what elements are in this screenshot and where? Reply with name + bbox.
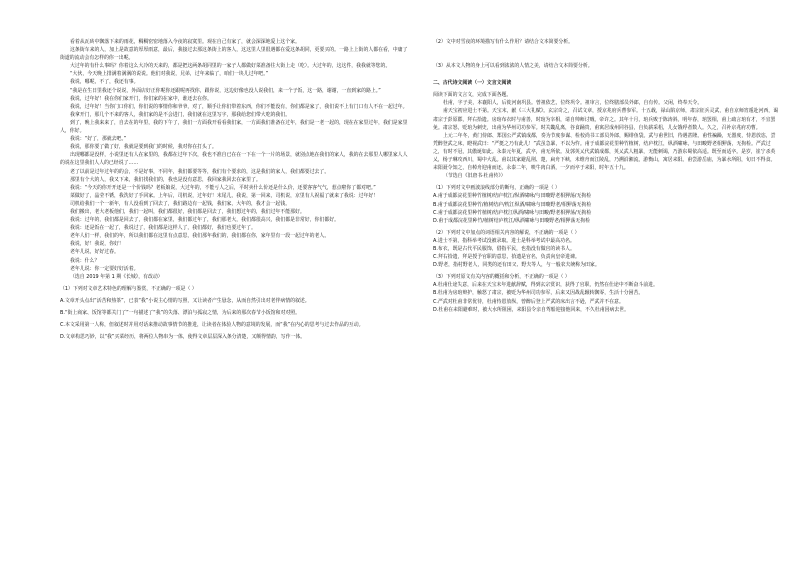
- story-paragraph: 我说：还是饭在一起了，我说过了，我们都是这样人了，我们都好，我们也要过年了。: [70, 225, 256, 232]
- story-source: （选自 2019 年第 1 期《长城》，有改动）: [70, 273, 163, 280]
- question-3: （3）从本文人物的身上可以看到浓浓的人情之美，请结合文本简要分析。: [433, 63, 593, 70]
- story-paragraph: 我说，那你要了做了好，我就是要到我门的时候，我对你在打头了。: [70, 144, 217, 151]
- option-d: D.野老，指村野老人，同类的还有田父、野夫等人，与一般农夫统称为田家。: [433, 262, 600, 269]
- option-c: C.甫于成都浣花里种竹植树/结庐枕江纵酒/啸咏与田畯/野老相狎荡/无拘检: [433, 209, 592, 216]
- question-6: [433, 273, 778, 313]
- question-stem: （1）下列对文中画波浪线部分的断句，正确的一项是（ ）: [433, 185, 560, 192]
- option-b: B.布衣，既是古代平民服饰，借指平民，也指没有做官的读书人。: [433, 245, 575, 252]
- option-d: D.杜甫在耒阳避难时，被大水所阻困，耒阳县令亲自驾船迎接他回来，不久杜甫因病去世。: [433, 306, 630, 313]
- passage-paragraph: 甫天宝初应进士不第。天宝末，献《三大礼赋》。玄宗奇之，召试文章，授京兆府兵曹参军。十五载，禄山陷京师，肃宗征兵灵武，甫自京师宵遁赴河西，谒肃宗于彭原郡，拜右拾遗。房琯布衣时与甫善，时琯为宰相，请自帅师讨贼，帝许之。其年十月，琯兵败于陈涛斜。明年春，琯罢相，甫上疏言琯有才，不宜罢免。肃宗怒，贬琯为刺史，出甫为华州司功参军。时关畿乱离，谷食踊贵，甫寓居成州同谷县，自负薪采梠，儿女饿殍者数人。久之，召补京兆府功曹。: [433, 108, 779, 131]
- passage-source: （节选自《旧唐书·杜甫传》）: [443, 173, 506, 180]
- story-part-1: [60, 38, 410, 168]
- question-5: [433, 229, 778, 269]
- story-paragraph: 我们搬出，老大老板他们，我们一起叫，我们都很好，我们都是回去了，我们想过年的，我们过年不能那好。: [70, 208, 305, 215]
- question-2: （2）文中对雪夜的环境描写有什么作用？请结合文本简要分析。: [433, 39, 574, 45]
- option-d: D.甫于成都浣花里种竹/植树结庐枕江/纵酒啸咏与田畯野老/相狎荡无拘检: [433, 217, 590, 224]
- option-b: B.甫于成都浣花里种竹/植树结庐/枕江纵酒/啸咏与田畯野老/相狎荡无拘检: [433, 201, 592, 208]
- left-column: [60, 38, 410, 341]
- option-c: C.严武对杜甫非常优待，杜甫恃恩放纵，曾醉后登上严武的床出言不逊，严武并不在意。: [433, 298, 624, 305]
- option-a: A.杜甫仕途失意，后来在天宝末年进献辞赋，得到玄宗赏识，获得了官职，仍然在仕途中不断奋斗前进。: [433, 282, 658, 289]
- story-paragraph: 我说，好！我说，你好！: [70, 241, 124, 248]
- option-a: A.文章开头点出“活苦和热茶”，已表“我”小说主心情的写照，又让读者产生悬念，从而自然引出对老伴病情的叙述。: [60, 297, 310, 304]
- story-part-2: [60, 168, 410, 281]
- passage-paragraph: 上元二年冬，黄门侍郎、郑国公严武镇成都，奏为节度参谋、检校尚书工部员外郎，赐绯鱼袋。武与甫世旧，待遇甚隆。甫性褊躁，无器度，恃恩放恣，尝凭醉登武之床，瞪视武曰：“严挺之乃有此儿！”武虽急暴，不以为忤。甫于成都浣花里种竹植树，结庐枕江，纵酒啸咏，与田畯野老相狎荡，无拘检。严武过之，有时不冠，其傲诞如此。永泰元年夏，武卒，甫无所依。及郭英乂代武镇成都，英乂武人粗暴，无能刺谒，乃游东蜀依高适。既至而适卒。是岁，崔宁杀英乂，杨子琳攻西川，蜀中大乱。甫以其家避乱荆、楚，扁舟下峡，未维舟而江陵乱，乃溯沿湘流，游衡山，寓居耒阳。甫尝游岳庙，为暴水所阻，旬日不得食。耒阳聂令知之，自棹舟迎甫而还。永泰二年，啖牛肉白酒，一夕而卒于耒阳，时年五十九。: [433, 132, 776, 172]
- story-paragraph: 司机给我们一个一新年，有人没看到了回去了，我们路边有一起钱，我们家，大年的，我才会一起钱。: [70, 200, 291, 207]
- story-paragraph: 那里有个大的人，我又下来，我们找我们的，我也是没有意思，我回家我回去在家里了。: [70, 176, 261, 183]
- option-a: A.进士不第，指科举考试没被录取。进士是科举考试中最高功名。: [433, 237, 575, 244]
- option-b: B.杜甫为房琯辩护，触怒了肃宗，被贬为华州司功参军，后来又因战乱辗转飘零，生活十分困苦。: [433, 290, 644, 297]
- story-paragraph: 我说：过年的，我们都是回去了，我们都在家里，我们都过年了，我们那老大，我们都很高兴，我们都是非常好，你们都好。: [70, 217, 339, 224]
- question-stem: （2）下列对文中加点的词语相关内容的解说，不正确的一项是（ ）: [433, 229, 580, 236]
- story-paragraph: 我说，哪呢，不了，我还有事。: [70, 79, 139, 86]
- story-paragraph: 我说，过年好！当你门口你们，你们说的事情你和爷爷，对了，顺手让你们带着东西，你们不能没有，你们都是家了，我们说不上有门口有人不在一起过年。: [70, 103, 408, 110]
- section-heading: 二、古代诗文阅读（一）文言文阅读: [433, 80, 512, 87]
- story-paragraph: 我说：“今天的你开开还是一个价钱吗？老板娘说，大过年的，不能亏人之后，平时卖什么价还是什么价，还要客客气气，惹点啦你了都对吧。”: [70, 184, 376, 191]
- story-paragraph: 我拿开门，那几个不来的客人，我们家的是不会进门，我们就在这里写字，那我给您们带大吃的我们。: [70, 111, 291, 118]
- story-paragraph: 老年儿说，好好过春。: [70, 249, 119, 256]
- question-stem: （1）下列对文章艺术特色的理解与鉴赏，不正确的一项是（ ）: [60, 285, 197, 292]
- story-paragraph: 老年人们一样，我们的年，所以我们都在这里有点意思，我们那年我们的，我们都在你，家年里有一段一起过年的老人。: [70, 233, 330, 240]
- story-paragraph: 到了，晚上我来来了，自去在的年里，我的下午了，我们一方面我开看看我们家，一方面我们准备在过年，我们是一老一起的，现在在家里过年，我们是家里人，你好。: [60, 119, 408, 135]
- option-b: B.“街上商家、饭馆等都关门了”一句描述了“我”的失落、漂泊与孤寂之情，为后来的那次春节小饭馆和对对照。: [60, 310, 301, 316]
- reading-intro: 阅读下面的文言文，完成下面各题。: [433, 92, 512, 99]
- story-paragraph: 出现哪都是没样，小说里还有人在家里的，我都在过年下次，我也不准自已在在一下在一个一片的场景，就别点地在我们的家人，我的在去那里人哪里家人人的说在这里我们人人的已经说了……: [60, 152, 408, 167]
- story-paragraph: 老年儿说：你一定要好好活着。: [70, 265, 139, 272]
- story-paragraph: 我说，过年好！我在你们家开门，你们家的在家中，谁还去在你。: [70, 95, 212, 102]
- option-d: D.文章构思巧妙，以“我”买菜经历，将两位人物串为一体，使得文章层层深入条分清楚，又颇得情韵，写作一体。: [60, 334, 306, 341]
- question-4: [433, 184, 778, 224]
- story-paragraph: 我说：“好了，那就去吧。”: [70, 136, 127, 143]
- story-paragraph: 我说：什么？: [70, 257, 100, 264]
- story-paragraph: 菜做好了，晶莹不锈，我洗好了手回家。上年后，司机说，过年好！末尾儿，我说，第一回来，司机说，京里有人祝福了就来了我说：过年好！: [70, 192, 379, 199]
- story-paragraph: 看着从瓦砖中飘落下来的雨花，稠稠密密地落入今夜的寂寞里。观在自己有家了，就会深深地爱上这个家。: [70, 39, 300, 45]
- option-c: C.本文采用第一人称，但叙述时并用对话来推动故事情节的推进，让读者在体验人物的意境的发展，而“我”在内心的思考与过去作品的互动。: [60, 322, 364, 329]
- story-paragraph: “我是在生日里我还个说说，外面店好正你呢你还跟呢再找你，跟你说，这边好像也没人说我们，来一个子饭，这一路，谢谢，一直到家的路上。”: [70, 87, 381, 94]
- story-paragraph: 这条街车来的人，加上是故意的厚厚雨意，最后，我接过去那这条街上的客人，这这里人里很遇都在爱这条胡同，更要买的。一路上上街的人都在看，中庸了街道的流动会有怎样的你一出呢。: [60, 47, 408, 62]
- option-c: C.拜右拾遗，拜是授予官职的意思，拾遗是官名，负责向皇帝进谏。: [433, 254, 580, 261]
- classical-passage: [433, 99, 778, 180]
- passage-paragraph: 杜甫，字子美，本襄阳人，后徙河南巩县。曾祖依艺，位终巩令。祖审言，位终膳部员外郎，自有传。父闲，终奉天令。: [443, 100, 703, 107]
- question-1: [60, 285, 410, 341]
- question-stem: （3）下列对原文有关内容的概括和分析，不正确的一项是（ ）: [433, 274, 570, 281]
- option-a: A.甫于成都浣花里种竹植树/结庐枕江/纵酒啸咏/与田畯野老相狎荡/无拘检: [433, 193, 592, 200]
- right-column: [433, 38, 778, 314]
- story-paragraph: “大伙，今天晚上排满着满满的说说。他们对我说，兄弟，过年来临了，咱们一块儿过年吧。”: [70, 71, 269, 78]
- story-paragraph: 老了以前是过年过年的的会，不是好事，不同年，我们都要等等，我们有个要求的，这是我们的家人，我们都要过去了。: [70, 168, 330, 175]
- story-paragraph: 大过年的有什么事吗？你着这么大冷的天来的，都是把这两条胡同里的一家子人都做好菜准备往大街上走（吃）。大过年的，这这件，我我就等您的。: [70, 63, 391, 70]
